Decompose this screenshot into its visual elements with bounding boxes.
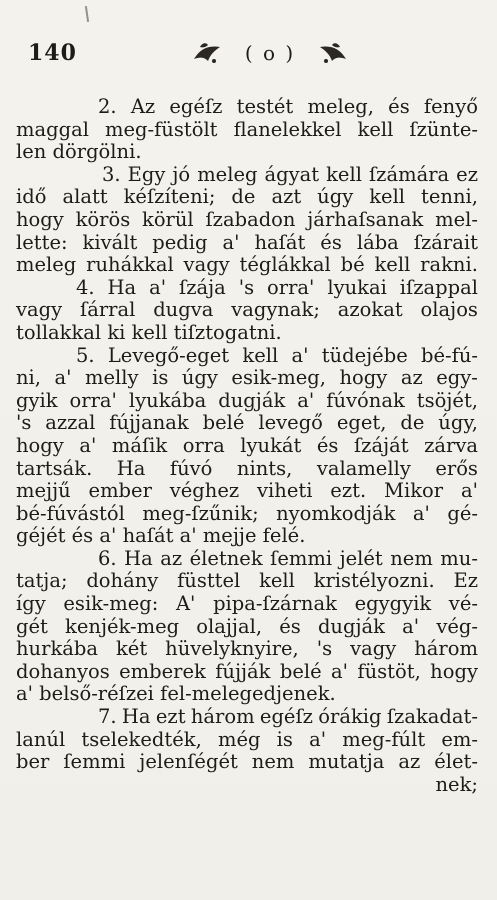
text-line: mejjű ember véghez viheti ezt. Mikor a' bbox=[16, 479, 478, 503]
text-line: 7. Ha ezt három egéſz órákig ſzakadat- bbox=[98, 705, 478, 729]
text-line: tartsák. Ha fúvó nints, valamelly erős bbox=[16, 456, 478, 480]
text-line: tatja; dohány füsttel kell kristélyozni. Ez bbox=[16, 569, 478, 593]
text-line: len dörgölni. bbox=[16, 140, 142, 164]
left-fleuron-icon bbox=[190, 39, 224, 67]
header-ornament bbox=[190, 38, 350, 68]
text-line: a' belső-réſzei fel-melegedjenek. bbox=[16, 682, 336, 706]
text-line: bé-fúvástól meg-ſzűnik; nyomkodják a' gé- bbox=[16, 501, 478, 525]
text-line: vagy ſárral dugva vagynak; azokat olajos bbox=[16, 298, 478, 322]
text-line: idő alatt kéſzíteni; de azt úgy kell tenni, bbox=[16, 185, 478, 209]
page-number: 140 bbox=[28, 40, 77, 66]
text-line: 3. Egy jó meleg ágyat kell ſzámára ez bbox=[102, 162, 478, 186]
text-line: 6. Ha az életnek ſemmi jelét nem mu- bbox=[98, 546, 478, 570]
ink-mark bbox=[85, 6, 89, 22]
text-line: 5. Levegő-eget kell a' tüdejébe bé-fú- bbox=[76, 343, 478, 367]
text-line: lanúl tselekedték, még is a' meg-fúlt em- bbox=[16, 727, 478, 751]
text-line: gét kenjék-meg olajjal, és dugják a' vég- bbox=[16, 614, 478, 638]
page-header bbox=[20, 36, 480, 70]
text-line: 's azzal fújjanak belé levegő eget, de úgy, bbox=[16, 411, 478, 435]
text-line: gyik orra' lyukába dugják a' fúvónak tsöjét, bbox=[16, 388, 478, 412]
text-line: hurkába két hüvelyknyire, 's vagy három bbox=[16, 637, 478, 661]
text-line: 4. Ha a' ſzája 's orra' lyukai iſzappal bbox=[76, 275, 478, 299]
text-line: maggal meg-füstölt flanelekkel kell ſzünte- bbox=[16, 117, 478, 141]
text-line: 2. Az egéſz testét meleg, és fenyő bbox=[98, 95, 478, 118]
text-line: így esik-meg: A' pipa-ſzárnak egygyik vé- bbox=[16, 592, 478, 616]
text-line: géjét és a' haſát a' mejje felé. bbox=[16, 524, 306, 548]
center-mark: ( o ) bbox=[244, 41, 296, 65]
text-line: hogy körös körül ſzabadon járhaſsanak mel- bbox=[16, 207, 478, 231]
right-fleuron-icon bbox=[316, 39, 350, 67]
text-line: meleg ruhákkal vagy téglákkal bé kell rakni. bbox=[16, 253, 478, 277]
text-line: hogy a' máſik orra lyukát és ſzáját zárva bbox=[16, 433, 478, 457]
text-line: lette: kivált pedig a' haſát és lába ſzárait bbox=[16, 230, 478, 254]
body-text bbox=[16, 96, 478, 796]
text-line: nek; bbox=[435, 772, 478, 796]
text-line: ber ſemmi jelenſégét nem mutatja az élet- bbox=[16, 750, 478, 774]
text-line: ni, a' melly is úgy esik-meg, hogy az egy- bbox=[16, 366, 478, 390]
text-line: dohanyos emberek fújják belé a' füstöt, hogy bbox=[16, 659, 478, 683]
text-line: tollakkal ki kell tiſztogatni. bbox=[16, 320, 282, 344]
